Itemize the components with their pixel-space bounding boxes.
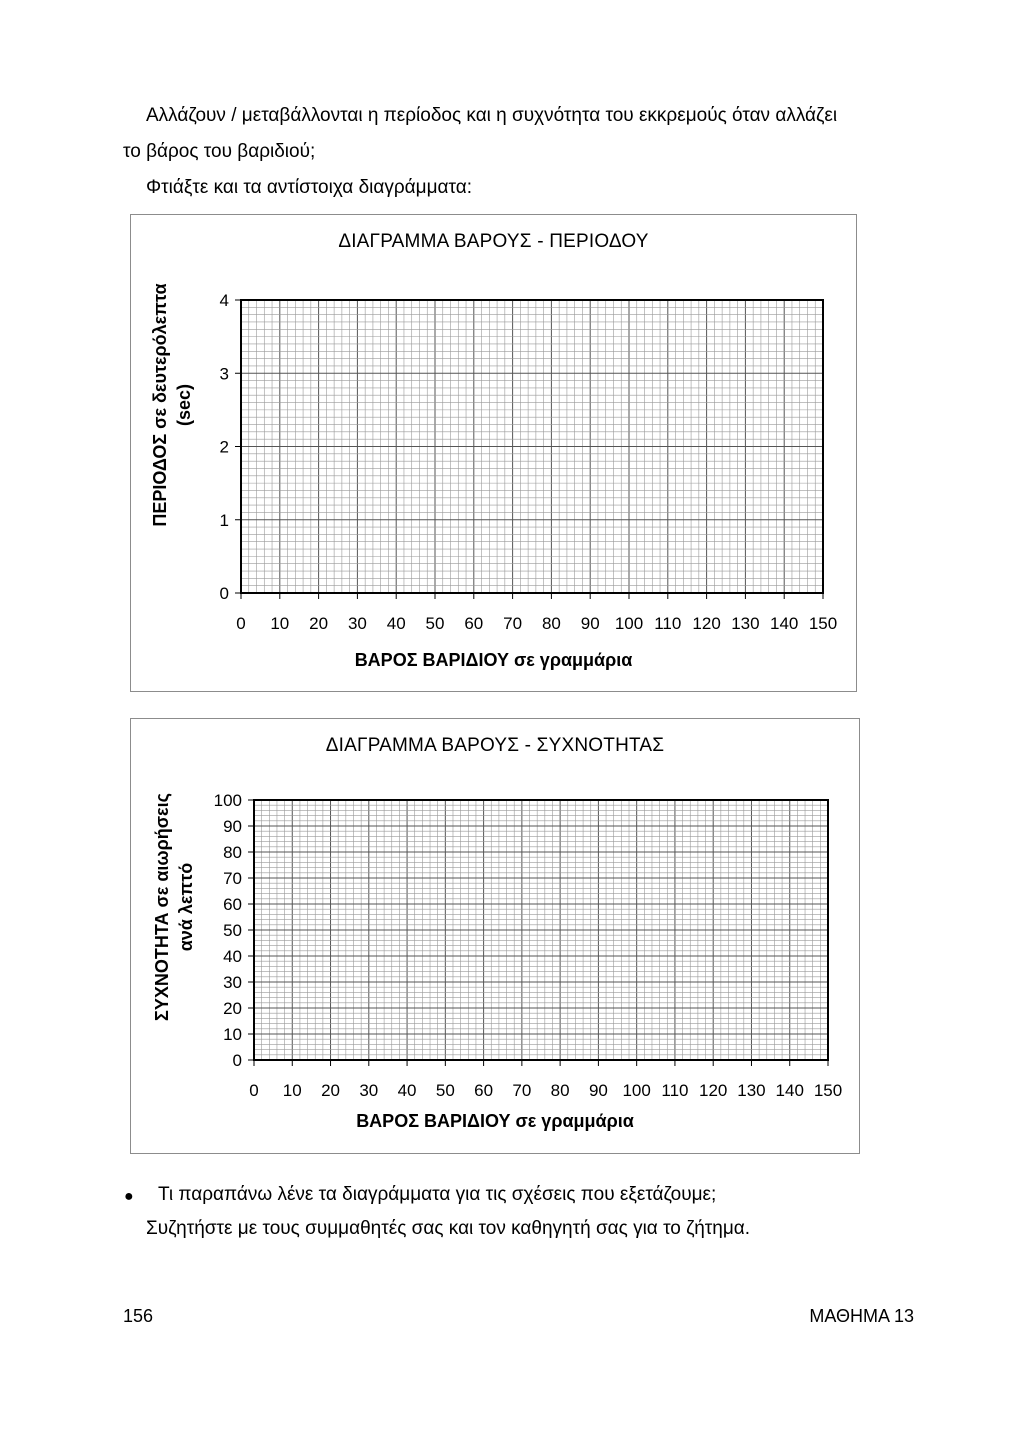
bullet-question: Τι παραπάνω λένε τα διαγράμματα για τις σχέσεις που εξετάζουμε; bbox=[158, 1184, 717, 1205]
y-axis-label-line2: (sec) bbox=[174, 383, 194, 427]
x-tick-label: 70 bbox=[503, 614, 523, 633]
y-axis-label-line2: ανά λεπτό bbox=[176, 862, 196, 952]
x-tick-label: 80 bbox=[541, 614, 561, 633]
y-tick-label: 4 bbox=[219, 291, 229, 310]
y-tick-label: 2 bbox=[219, 437, 229, 457]
x-tick-label: 30 bbox=[359, 1081, 379, 1100]
y-tick-label: 30 bbox=[223, 973, 242, 992]
x-tick-label: 40 bbox=[386, 614, 406, 633]
y-axis-label-line1: ΠΕΡΙΟΔΟΣ σε δευτερόλεπτα bbox=[150, 283, 170, 527]
x-tick-label: 10 bbox=[282, 1081, 302, 1100]
x-tick-label: 130 bbox=[731, 614, 760, 633]
y-tick-label: 100 bbox=[213, 791, 242, 810]
x-tick-label: 20 bbox=[321, 1081, 340, 1100]
y-tick-label: 50 bbox=[223, 921, 242, 940]
x-tick-label: 120 bbox=[692, 614, 721, 633]
y-tick-label: 1 bbox=[219, 510, 229, 530]
x-tick-label: 70 bbox=[512, 1081, 532, 1100]
page-number: 156 bbox=[123, 1306, 154, 1326]
intro-line-1: Αλλάζουν / μεταβάλλονται η περίοδος και η συχνότητα του εκκρεμούς όταν αλλάζει bbox=[146, 105, 838, 126]
y-tick-label: 0 bbox=[219, 584, 229, 603]
x-tick-label: 130 bbox=[737, 1081, 766, 1100]
intro-line-2: το βάρος του βαριδιού; bbox=[123, 141, 316, 162]
grid-lines bbox=[241, 300, 823, 593]
x-axis-label: ΒΑΡΟΣ ΒΑΡΙΔΙΟΥ σε γραμμάρια bbox=[356, 1111, 634, 1131]
chart-title: ΔΙΑΓΡΑΜΜΑ ΒΑΡΟΥΣ - ΠΕΡΙΟΔΟΥ bbox=[338, 231, 649, 252]
y-tick-label: 40 bbox=[223, 947, 242, 966]
x-tick-label: 120 bbox=[699, 1081, 728, 1100]
y-axis-label-line1: ΣΥΧΝΟΤΗΤΑ σε αιωρήσεις bbox=[152, 793, 172, 1021]
y-tick-label: 70 bbox=[223, 869, 242, 888]
x-tick-label: 0 bbox=[249, 1081, 259, 1100]
x-tick-label: 50 bbox=[435, 1081, 455, 1100]
x-tick-label: 100 bbox=[622, 1081, 651, 1100]
y-tick-label: 3 bbox=[219, 364, 229, 384]
x-tick-label: 0 bbox=[236, 614, 246, 633]
x-tick-label: 40 bbox=[397, 1081, 417, 1100]
chapter-label: ΜΑΘΗΜΑ 13 bbox=[809, 1306, 914, 1326]
chart-frequency-box bbox=[130, 718, 860, 1154]
x-tick-label: 150 bbox=[808, 614, 838, 633]
grid-lines bbox=[254, 800, 828, 1060]
x-tick-label: 100 bbox=[614, 614, 644, 633]
y-tick-label: 20 bbox=[223, 999, 242, 1018]
chart-title: ΔΙΑΓΡΑΜΜΑ ΒΑΡΟΥΣ - ΣΥΧΝΟΤΗΤΑΣ bbox=[325, 735, 665, 756]
x-tick-label: 20 bbox=[309, 614, 329, 633]
chart-plot-area bbox=[131, 719, 859, 1153]
bullet-icon: ● bbox=[124, 1188, 134, 1205]
x-tick-label: 60 bbox=[464, 614, 484, 633]
x-tick-label: 80 bbox=[550, 1081, 570, 1100]
x-tick-label: 140 bbox=[770, 614, 799, 633]
x-tick-label: 50 bbox=[425, 614, 445, 633]
chart-period-box bbox=[130, 214, 857, 692]
y-tick-label: 0 bbox=[232, 1051, 242, 1070]
x-tick-label: 140 bbox=[775, 1081, 804, 1100]
chart-plot-area bbox=[131, 215, 856, 691]
x-axis-label: ΒΑΡΟΣ ΒΑΡΙΔΙΟΥ σε γραμμάρια bbox=[354, 650, 633, 670]
x-tick-label: 90 bbox=[588, 1081, 608, 1100]
x-tick-label: 10 bbox=[270, 614, 290, 633]
y-tick-label: 10 bbox=[223, 1025, 242, 1044]
y-tick-label: 80 bbox=[223, 843, 242, 862]
x-tick-label: 60 bbox=[474, 1081, 494, 1100]
y-tick-label: 90 bbox=[223, 817, 242, 836]
bullet-discussion: Συζητήστε με τους συμμαθητές σας και τον καθηγητή σας για το ζήτημα. bbox=[146, 1218, 751, 1239]
instruction-text: Φτιάξτε και τα αντίστοιχα διαγράμματα: bbox=[146, 177, 473, 198]
x-tick-label: 110 bbox=[661, 1081, 689, 1100]
x-tick-label: 90 bbox=[580, 614, 600, 633]
x-tick-label: 150 bbox=[813, 1081, 843, 1100]
x-tick-label: 110 bbox=[654, 614, 682, 633]
x-tick-label: 30 bbox=[347, 614, 367, 633]
y-tick-label: 60 bbox=[223, 895, 242, 914]
